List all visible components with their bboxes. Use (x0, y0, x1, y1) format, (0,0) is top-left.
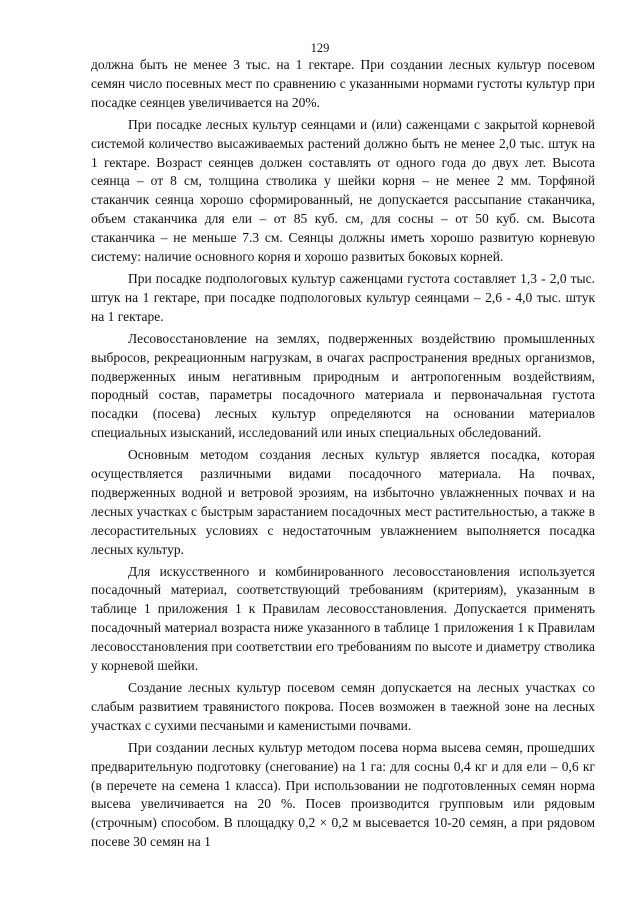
paragraph-planting-material: Для искусственного и комбинированного лесовосстановления используется посадочный материал, соответствующий требованиям (критериям), указанным в таблице 1 приложения 1 к Правилам лесовосстановления. Допускается применять посадочный материал возраста ниже указанного в таблице 1 приложения 1 к Правилам лесовосстановления при соответствии его требованиям по высоте и диаметру стволика у корневой шейки. (91, 563, 595, 674)
paragraph-underplanting-density: При посадке подпологовых культур саженцами густота составляет 1,3 - 2,0 тыс. штук на 1 гектаре, при посадке подпологовых культур сеянцами – 2,6 - 4,0 тыс. штук на 1 гектаре. (91, 270, 595, 324)
paragraph-closed-root-seedlings: При посадке лесных культур сеянцами и (или) саженцами с закрытой корневой системой количество высаживаемых растений должно быть не менее 2,0 тыс. штук на 1 гектаре. Возраст сеянцев должен составлять от одного года до двух лет. Высота сеянца – от 8 см, толщина стволика у шейки корня – не менее 2 мм. Торфяной стаканчик сеянца хорошо сформированный, не допускается рассыпание стаканчика, объем стаканчика для ели – от 85 куб. см, для сосны – от 50 куб. см. Высота стаканчика – не меньше 7.3 см. Сеянцы должны иметь хорошо развитую корневую систему: наличие основного корня и хорошо развитых боковых корней. (91, 116, 595, 265)
body-text (91, 56, 595, 852)
paragraph-affected-lands: Лесовосстановление на землях, подверженных воздействию промышленных выбросов, рекреационным нагрузкам, в очагах распространения вредных организмов, подверженных иным негативным природным и антропогенным воздействиям, породный состав, параметры посадочного материала и первоначальная густота посадки (посева) лесных культур определяются на основании материалов специальных изысканий, исследований или иных специальных обследований. (91, 330, 595, 441)
paragraph-sowing-norms: При создании лесных культур методом посева норма высева семян, прошедших предварительную подготовку (снегование) на 1 га: для сосны 0,4 кг и для ели – 0,6 кг (в перечете на семена 1 класса). При использовании не подготовленных семян норма высева увеличивается на 20 %. Посев производится групповым или рядовым (строчным) способом. В площадку 0,2 × 0,2 м высевается 10-20 семян, а при рядовом посеве 30 семян на 1 (91, 739, 595, 850)
paragraph-continuation: должна быть не менее 3 тыс. на 1 гектаре. При создании лесных культур посевом семян число посевных мест по сравнению с указанными нормами густоты культур при посадке сеянцев увеличивается на 20%. (91, 57, 595, 110)
paragraph-sowing-conditions: Создание лесных культур посевом семян допускается на лесных участках со слабым развитием травянистого покрова. Посев возможен в таежной зоне на лесных участках с сухими песчаными и каменистыми почвами. (91, 680, 595, 733)
paragraph-main-method: Основным методом создания лесных культур является посадка, которая осуществляется различными видами посадочного материала. На почвах, подверженных водной и ветровой эрозиям, на избыточно увлажненных почвах и на лесных участках с быстрым зарастанием посадочных мест растительностью, а также в лесорастительных условиях с недостаточным увлажнением выполняется посадка лесных культур. (91, 447, 595, 557)
page-number: 129 (310, 41, 330, 55)
